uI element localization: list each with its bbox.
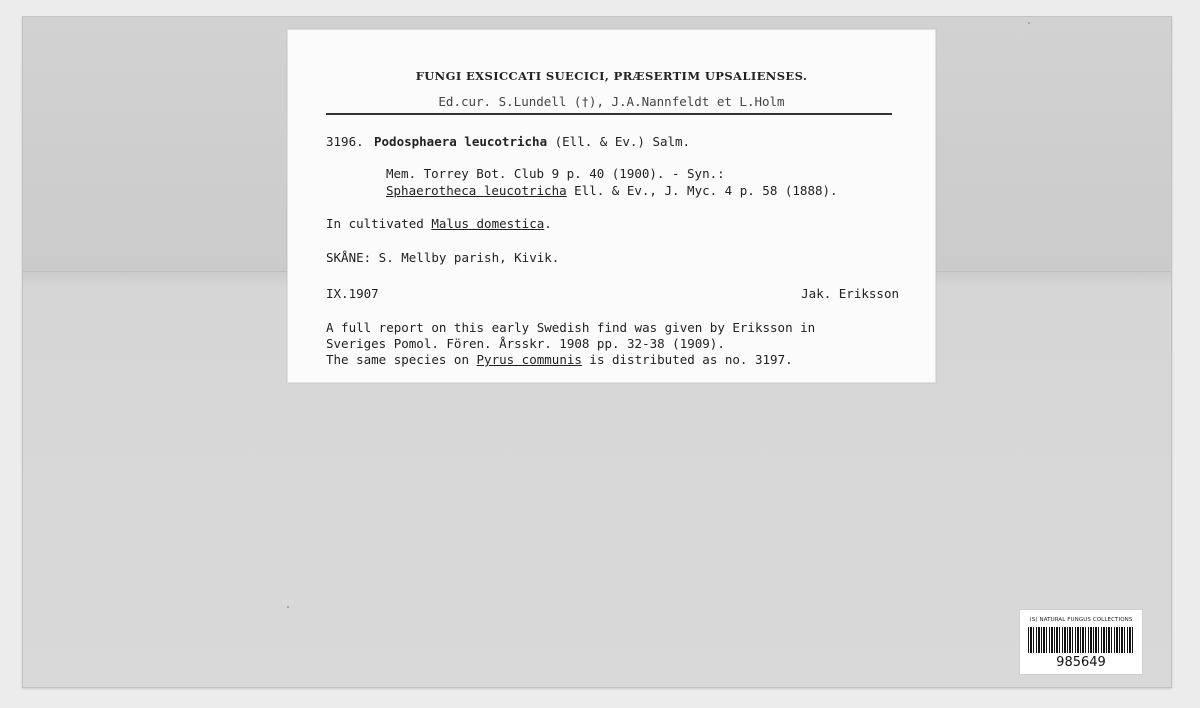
- host-prefix: In cultivated: [326, 216, 424, 231]
- specimen-number: 3196.: [326, 134, 364, 149]
- reference-line-1: Mem. Torrey Bot. Club 9 p. 40 (1900). - Syn.:: [386, 166, 725, 181]
- host-suffix: .: [544, 216, 552, 231]
- host-name: Malus domestica: [431, 216, 545, 231]
- synonym-line: [386, 183, 838, 198]
- species-name: Podosphaera leucotricha: [374, 134, 548, 149]
- host-line: [326, 216, 552, 231]
- synonym-name: Sphaerotheca leucotricha: [386, 183, 567, 198]
- note-species: Pyrus communis: [476, 352, 582, 367]
- speck: [287, 606, 289, 608]
- editors-line: Ed.cur. S.Lundell (†), J.A.Nannfeldt et L.Holm: [438, 94, 785, 109]
- series-title: FUNGI EXSICCATI SUECICI, PRÆSERTIM UPSALIENSES.: [415, 69, 808, 83]
- collector-name: Jak. Eriksson: [801, 286, 899, 301]
- note-line-2: Sveriges Pomol. Fören. Årsskr. 1908 pp. 32-38 (1909).: [326, 336, 725, 351]
- title-rule: [326, 113, 892, 115]
- speck: [1028, 22, 1030, 24]
- note-suffix: is distributed as no. 3197.: [589, 352, 793, 367]
- barcode-header: (S) NATURAL FUNGUS COLLECTIONS: [1029, 617, 1133, 623]
- barcode-bars: [1028, 627, 1134, 653]
- species-authors: (Ell. & Ev.) Salm.: [554, 134, 691, 149]
- barcode-label: [1019, 609, 1143, 675]
- note-prefix: The same species on: [326, 352, 469, 367]
- note-line-3: [326, 352, 793, 367]
- synonym-ref: Ell. & Ev., J. Myc. 4 p. 58 (1888).: [574, 183, 838, 198]
- species-line: [374, 134, 690, 149]
- barcode-number: 985649: [1056, 655, 1106, 670]
- note-line-1: A full report on this early Swedish find was given by Eriksson in: [326, 320, 816, 335]
- locality-line: SKÅNE: S. Mellby parish, Kivik.: [326, 250, 560, 265]
- collection-date: IX.1907: [326, 286, 379, 301]
- specimen-label: [287, 29, 936, 383]
